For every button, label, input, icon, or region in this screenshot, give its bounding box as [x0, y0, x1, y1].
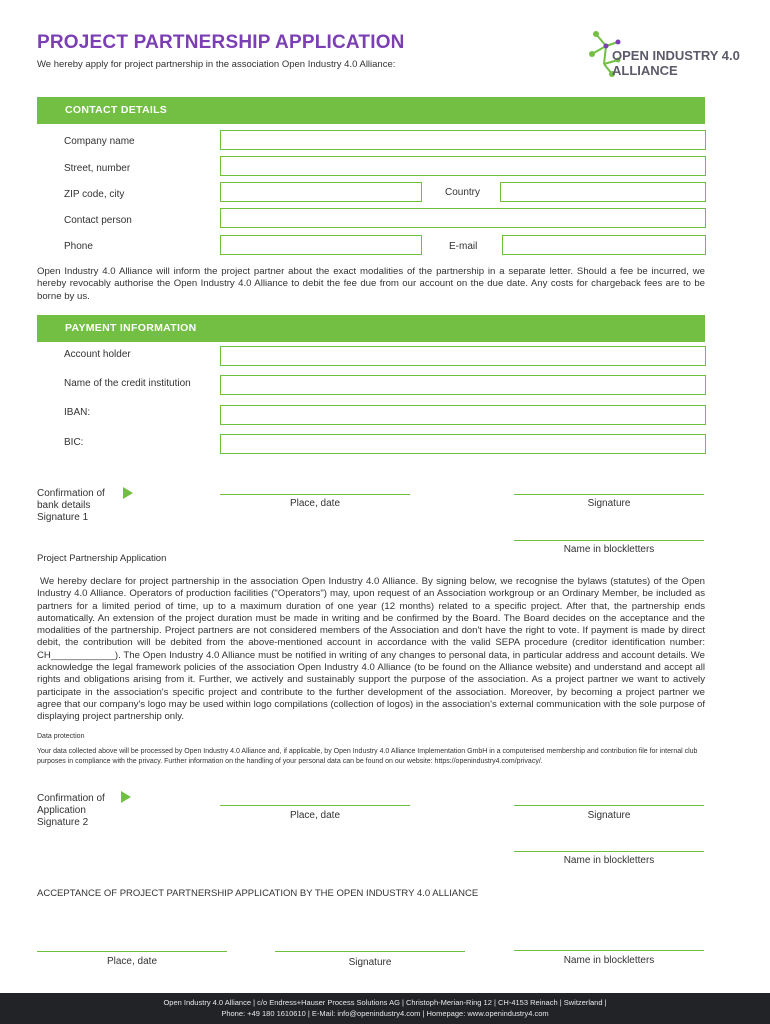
street-field[interactable] — [220, 156, 706, 176]
contact-person-field[interactable] — [220, 208, 706, 228]
signature-line-1[interactable] — [514, 494, 704, 495]
bic-label: BIC: — [64, 437, 84, 448]
place-date-line-2[interactable] — [220, 805, 410, 806]
acceptance-name-line[interactable] — [514, 950, 704, 951]
zip-city-label: ZIP code, city — [64, 189, 125, 200]
arrow-right-icon — [123, 487, 133, 499]
alliance-logo — [588, 26, 748, 84]
place-date-label-2: Place, date — [289, 810, 341, 821]
footer-address: Open Industry 4.0 Alliance | c/o Endress+Hauser Process Solutions AG | Christoph-Merian-Ring 12 | CH-4153 Reinach | Switzerland | — [163, 998, 607, 1007]
acceptance-signature-label: Signature — [348, 957, 392, 968]
contact-details-heading: CONTACT DETAILS — [65, 104, 168, 116]
signature-line-2[interactable] — [514, 805, 704, 806]
logo-text-line2: ALLIANCE — [612, 63, 678, 78]
zip-city-field[interactable] — [220, 182, 422, 202]
name-line-2[interactable] — [514, 851, 704, 852]
acceptance-heading: ACCEPTANCE OF PROJECT PARTNERSHIP APPLICATION BY THE OPEN INDUSTRY 4.0 ALLIANCE — [37, 888, 479, 899]
data-protection-heading: Data protection — [37, 733, 85, 740]
email-field[interactable] — [502, 235, 706, 255]
name-label-1: Name in blockletters — [563, 544, 655, 555]
company-name-label: Company name — [64, 136, 135, 147]
place-date-line-1[interactable] — [220, 494, 410, 495]
phone-label: Phone — [64, 241, 93, 252]
contact-details-band — [37, 97, 705, 124]
iban-field[interactable] — [220, 405, 706, 425]
acceptance-name-label: Name in blockletters — [563, 955, 655, 966]
bank-confirmation-label: Confirmation of bank details Signature 1 — [37, 488, 105, 523]
company-name-field[interactable] — [220, 130, 706, 150]
credit-institution-field[interactable] — [220, 375, 706, 395]
arrow-right-icon — [121, 791, 131, 803]
acceptance-place-date-line[interactable] — [37, 951, 227, 952]
account-holder-field[interactable] — [220, 346, 706, 366]
name-line-1[interactable] — [514, 540, 704, 541]
acceptance-place-date-label: Place, date — [106, 956, 158, 967]
application-declaration: We hereby declare for project partnership in the association Open Industry 4.0 Alliance. By signing below, we recognise the bylaws (statutes) of the Open Industry 4.0 Alliance. Operators of production facilities ("Operators") may, upon request of an Association workgroup or an Ordinary Member, be included as partners for a limited period of time, up to a maximum duration of one year (12 months) related to a specific project. After that, the partnership ends automatically. An extension of the project duration must be made in writing and be confirmed by the Board. The Board decides on the acceptance and the modalities of the partnership. Project partners are not considered members of the Association and don't have the right to vote. If payment is made by direct debit, the contribution will be debited from the above-mentioned account in accordance with the valid SEPA procedure (creditor identification number: CH____________). The Open Industry 4.0 Alliance must be notified in writing of any changes to personal data, in particular address and account details. We acknowledge the legal framework policies of the association Open Industry 4.0 Alliance (to be found on the Alliance website) and understand and accept all rights and obligations arising from it. Further, we actively and sustainably support the purpose of the association. As a project partner we want to actively participate in the association's specific project and contribute to the further development of the association. Moreover, by becoming a project partner we agree that our company's logo may be used within logo compilations (collection of logos) in the association's external communication with the sole purpose of displaying project partnership only. — [37, 576, 705, 723]
country-label: Country — [445, 187, 481, 198]
payment-information-heading: PAYMENT INFORMATION — [65, 322, 197, 334]
place-date-label-1: Place, date — [289, 498, 341, 509]
email-label: E-mail — [449, 241, 478, 252]
contact-person-label: Contact person — [64, 215, 132, 226]
page-subtitle: We hereby apply for project partnership in the association Open Industry 4.0 Alliance: — [37, 59, 396, 70]
country-field[interactable] — [500, 182, 706, 202]
signature-label-2: Signature — [587, 810, 631, 821]
phone-field[interactable] — [220, 235, 422, 255]
application-heading: Project Partnership Application — [37, 553, 167, 564]
bic-field[interactable] — [220, 434, 706, 454]
account-holder-label: Account holder — [64, 349, 131, 360]
data-protection-text: Your data collected above will be processed by Open Industry 4.0 Alliance and, if applicable, by Open Industry 4.0 Alliance Implementation GmbH in a computerised membership and contribution file for internal club purposes in compliance with the privacy. Further information on the handling of your personal data can be found on our website: https://openindustry4.com/privacy/. — [37, 748, 698, 765]
credit-institution-label: Name of the credit institution — [64, 378, 191, 389]
acceptance-signature-line[interactable] — [275, 951, 465, 952]
fee-notice: Open Industry 4.0 Alliance will inform the project partner about the exact modalities of the partnership in a separate letter. Should a fee be incurred, we hereby revocably authorise the Open Industry 4.0 Alliance to debit the fee due from our account on the due date. Any costs for chargeback fees are to be borne by us. — [37, 266, 705, 302]
application-confirmation-label: Confirmation of Application Signature 2 — [37, 793, 105, 828]
signature-label-1: Signature — [587, 498, 631, 509]
page-title: PROJECT PARTNERSHIP APPLICATION — [37, 32, 405, 53]
payment-information-band — [37, 315, 705, 342]
footer — [0, 993, 770, 1024]
logo-text-line1: OPEN INDUSTRY 4.0 — [612, 48, 740, 63]
name-label-2: Name in blockletters — [563, 855, 655, 866]
iban-label: IBAN: — [64, 407, 91, 418]
footer-contact: Phone: +49 180 1610610 | E-Mail: info@openindustry4.com | Homepage: www.openindustry4.com — [221, 1009, 549, 1018]
street-label: Street, number — [64, 163, 131, 174]
